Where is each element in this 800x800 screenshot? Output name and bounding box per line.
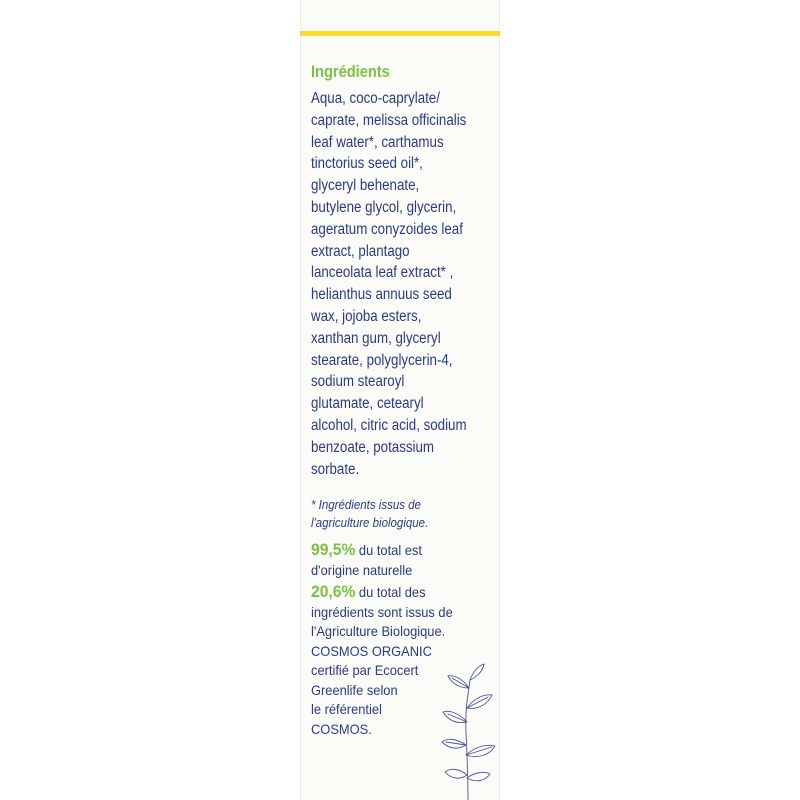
ingredients-line: extract, plantago	[311, 242, 410, 260]
ingredients-line: wax, jojoba esters,	[311, 307, 422, 325]
cert-line: Greenlife selon	[311, 681, 398, 698]
ingredients-line: benzoate, potassium	[311, 438, 435, 456]
stat-line: d'origine naturelle	[311, 561, 413, 578]
ingredients-line: glyceryl behenate,	[311, 177, 420, 195]
cert-line: certifié par Ecocert	[311, 662, 419, 679]
ingredients-line: caprate, melissa officinalis	[311, 111, 467, 129]
ingredients-line: lanceolata leaf extract* ,	[311, 264, 454, 282]
stat-line	[311, 582, 482, 603]
cert-line: COSMOS.	[311, 720, 372, 737]
ingredients-line: butylene glycol, glycerin,	[311, 198, 457, 216]
organic-footnote	[311, 496, 497, 532]
footnote-line: l'agriculture biologique.	[311, 516, 429, 531]
natural-percent: 99,5%	[311, 540, 356, 560]
ingredients-line: ageratum conyzoides leaf	[311, 220, 463, 238]
ingredients-line: leaf water*, carthamus	[311, 133, 444, 151]
stat-line: l'Agriculture Biologique.	[311, 623, 446, 640]
yellow-top-band	[300, 31, 500, 36]
organic-stat	[311, 582, 497, 642]
stat-text: du total est	[355, 542, 422, 559]
cert-line: COSMOS ORGANIC	[311, 642, 432, 659]
ingredients-content	[311, 62, 497, 739]
ingredients-line: stearate, polyglycerin-4,	[311, 351, 453, 369]
ingredients-line: Aqua, coco-caprylate/	[311, 90, 440, 107]
ingredients-list	[311, 88, 497, 480]
ingredients-line: helianthus annuus seed	[311, 286, 452, 304]
stat-line: ingrédients sont issus de	[311, 603, 453, 620]
natural-origin-stat	[311, 540, 497, 580]
stat-line	[311, 540, 482, 561]
ingredients-line: tinctorius seed oil*,	[311, 155, 423, 173]
stat-text: du total des	[355, 584, 426, 601]
organic-percent: 20,6%	[311, 582, 356, 602]
ingredients-line: sodium stearoyl	[311, 373, 405, 391]
melissa-leaf-icon	[440, 660, 500, 800]
cert-line: le référentiel	[311, 701, 382, 718]
ingredients-line: glutamate, cetearyl	[311, 395, 424, 413]
ingredients-line: alcohol, citric acid, sodium	[311, 416, 467, 434]
ingredients-line: sorbate.	[311, 460, 360, 478]
packaging-panel	[300, 0, 500, 800]
ingredients-heading: Ingrédients	[311, 62, 390, 81]
ingredients-line: xanthan gum, glyceryl	[311, 329, 441, 347]
footnote-line: * Ingrédients issus de	[311, 498, 421, 513]
